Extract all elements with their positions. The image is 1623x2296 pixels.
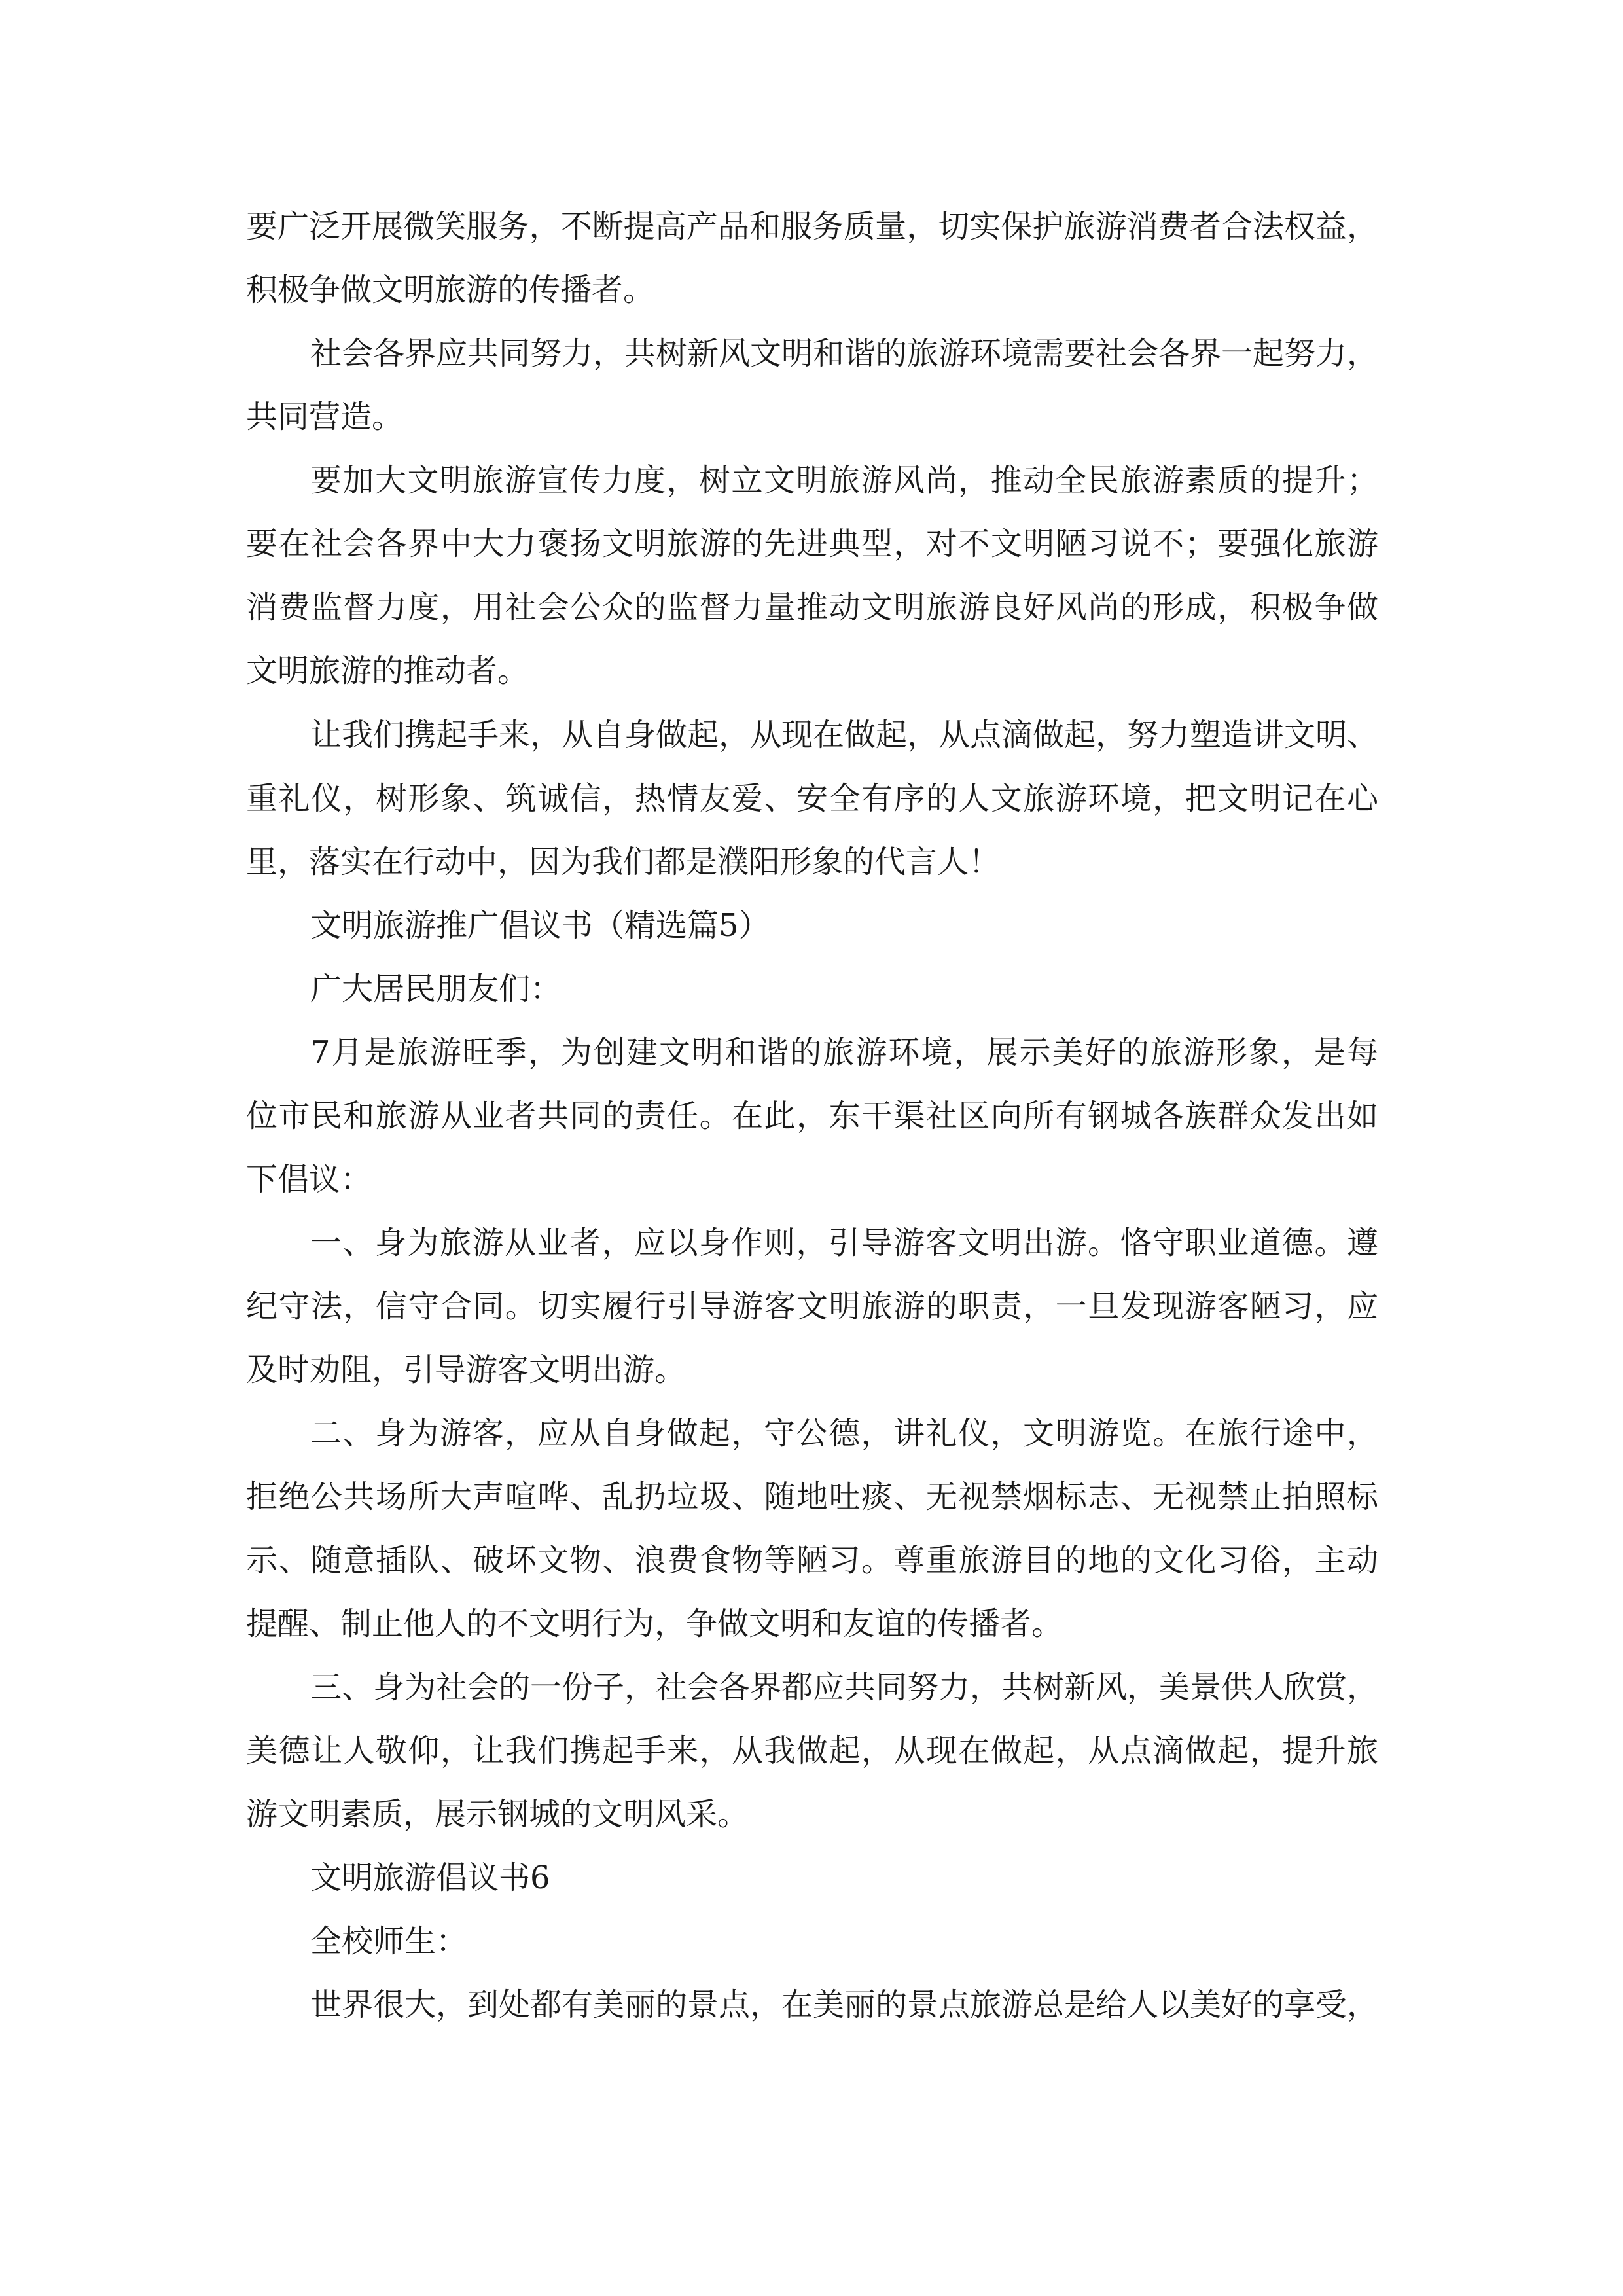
text-line: 三、身为社会的一份子，社会各界都应共同努力，共树新风，美景供人欣赏，: [310, 1669, 1379, 1706]
text-line: 示、随意插队、破坏文物、浪费食物等陋习。尊重旅游目的地的文化习俗，主动: [246, 1542, 1378, 1579]
text-line: 位市民和旅游从业者共同的责任。在此，东干渠社区向所有钢城各族群众发出如: [246, 1098, 1378, 1134]
text-line: 纪守法，信守合同。切实履行引导游客文明旅游的职责，一旦发现游客陋习，应: [246, 1288, 1378, 1325]
text-line: 提醒、制止他人的不文明行为，争做文明和友谊的传播者。: [246, 1605, 1063, 1642]
text-line: 下倡议：: [246, 1161, 372, 1198]
section-heading: 文明旅游倡议书6: [310, 1859, 550, 1896]
text-line: 要加大文明旅游宣传力度，树立文明旅游风尚，推动全民旅游素质的提升；: [310, 462, 1378, 499]
text-line: 游文明素质，展示钢城的文明风采。: [246, 1796, 749, 1833]
text-line: 消费监督力度，用社会公众的监督力量推动文明旅游良好风尚的形成，积极争做: [246, 589, 1378, 626]
text-line: 要广泛开展微笑服务，不断提高产品和服务质量，切实保护旅游消费者合法权益，: [246, 208, 1378, 245]
text-line: 积极争做文明旅游的传播者。: [246, 272, 655, 308]
text-line: 要在社会各界中大力褒扬文明旅游的先进典型，对不文明陋习说不；要强化旅游: [246, 526, 1378, 562]
text-line: 一、身为旅游从业者，应以身作则，引导游客文明出游。恪守职业道德。遵: [310, 1225, 1378, 1261]
text-line: 社会各界应共同努力，共树新风文明和谐的旅游环境需要社会各界一起努力，: [310, 335, 1379, 372]
text-line: 让我们携起手来，从自身做起，从现在做起，从点滴做起，努力塑造讲文明、: [310, 717, 1379, 753]
salutation: 全校师生：: [310, 1923, 468, 1960]
text-line: 文明旅游的推动者。: [246, 653, 529, 689]
text-line: 拒绝公共场所大声喧哗、乱扔垃圾、随地吐痰、无视禁烟标志、无视禁止拍照标: [246, 1479, 1378, 1515]
text-line: 世界很大，到处都有美丽的景点，在美丽的景点旅游总是给人以美好的享受，: [310, 1986, 1379, 2023]
text-line: 7月是旅游旺季，为创建文明和谐的旅游环境，展示美好的旅游形象，是每: [310, 1034, 1378, 1071]
text-line: 重礼仪，树形象、筑诚信，热情友爱、安全有序的人文旅游环境，把文明记在心: [246, 780, 1378, 817]
text-line: 里，落实在行动中，因为我们都是濮阳形象的代言人！: [246, 844, 1001, 880]
text-line: 二、身为游客，应从自身做起，守公德，讲礼仪，文明游览。在旅行途中，: [310, 1415, 1378, 1452]
text-line: 共同营造。: [246, 399, 404, 435]
text-line: 及时劝阻，引导游客文明出游。: [246, 1352, 687, 1388]
text-line: 美德让人敬仰，让我们携起手来，从我做起，从现在做起，从点滴做起，提升旅: [246, 1732, 1378, 1769]
section-heading: 文明旅游推广倡议书（精选篇5）: [310, 907, 770, 944]
salutation: 广大居民朋友们：: [310, 971, 562, 1007]
